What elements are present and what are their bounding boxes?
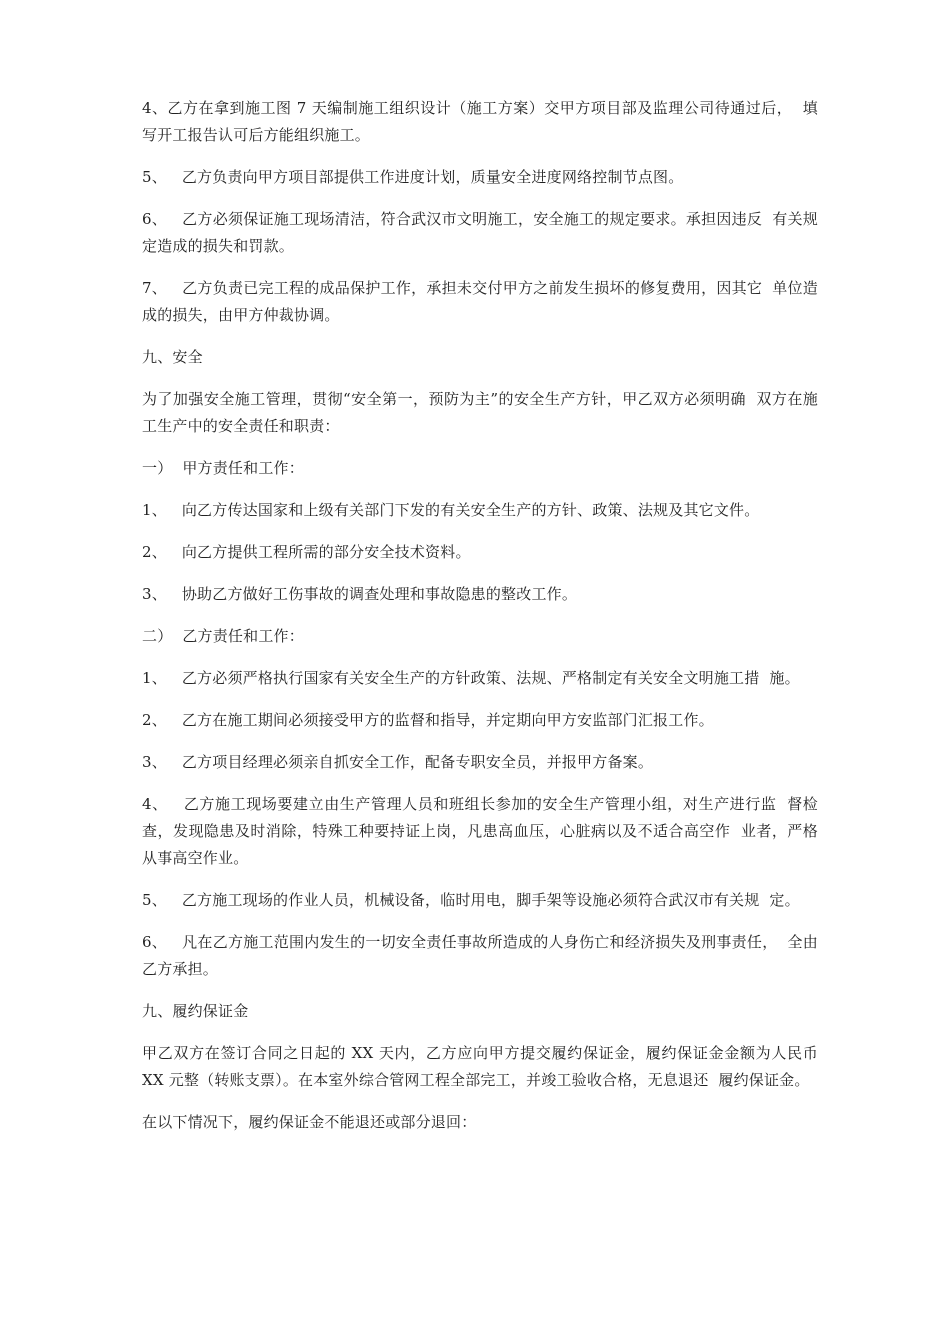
party-b-item-3: 3、 乙方项目经理必须亲自抓安全工作，配备专职安全员，并报甲方备案。 (142, 753, 654, 771)
paragraph-site-cleanliness: 6、 乙方必须保证施工现场清洁，符合武汉市文明施工，安全施工的规定要求。承担因违反 有关规定造成的损失和罚款。 (142, 210, 818, 255)
paragraph-safety-intro: 为了加强安全施工管理，贯彻“安全第一，预防为主”的安全生产方针，甲乙双方必须明确 双方在施工生产中的安全责任和职责： (142, 390, 818, 435)
party-b-item-5: 5、 乙方施工现场的作业人员，机械设备，临时用电，脚手架等设施必须符合武汉市有关规 定。 (142, 891, 800, 909)
paragraph-bond-conditions: 在以下情况下，履约保证金不能退还或部分退回： (142, 1113, 477, 1131)
paragraph-construction-plan: 4、乙方在拿到施工图 7 天编制施工组织设计（施工方案）交甲方项目部及监理公司待通过后， 填写开工报告认可后方能组织施工。 (142, 99, 818, 144)
party-b-item-6: 6、 凡在乙方施工范围内发生的一切安全责任事故所造成的人身伤亡和经济损失及刑事责任， 全由乙方承担。 (142, 933, 818, 978)
paragraph-progress-plan: 5、 乙方负责向甲方项目部提供工作进度计划，质量安全进度网络控制节点图。 (142, 168, 684, 186)
paragraph-performance-bond: 甲乙双方在签订合同之日起的 XX 天内，乙方应向甲方提交履约保证金，履约保证金金额为人民币 XX 元整（转账支票）。在本室外综合管网工程全部完工，并竣工验收合格，无息退还 履约保证金。 (142, 1044, 823, 1089)
section-heading-safety: 九、安全 (142, 348, 203, 366)
party-a-item-1: 1、 向乙方传达国家和上级有关部门下发的有关安全生产的方针、政策、法规及其它文件。 (142, 501, 760, 519)
party-b-item-4: 4、 乙方施工现场要建立由生产管理人员和班组长参加的安全生产管理小组，对生产进行监 督检查，发现隐患及时消除，特殊工种要持证上岗，凡患高血压，心脏病以及不适合高空作 业者，严格从事高空作业。 (142, 795, 818, 867)
document-page (142, 95, 823, 1151)
subheading-party-a-duties: 一） 甲方责任和工作： (142, 459, 304, 477)
paragraph-product-protection: 7、 乙方负责已完工程的成品保护工作，承担未交付甲方之前发生损坏的修复费用，因其它 单位造成的损失，由甲方仲裁协调。 (142, 279, 818, 324)
party-a-item-2: 2、 向乙方提供工程所需的部分安全技术资料。 (142, 543, 471, 561)
section-heading-performance-bond: 九、履约保证金 (142, 1002, 249, 1020)
subheading-party-b-duties: 二） 乙方责任和工作： (142, 627, 304, 645)
party-b-item-1: 1、 乙方必须严格执行国家有关安全生产的方针政策、法规、严格制定有关安全文明施工措 施。 (142, 669, 800, 687)
party-b-item-2: 2、 乙方在施工期间必须接受甲方的监督和指导，并定期向甲方安监部门汇报工作。 (142, 711, 714, 729)
party-a-item-3: 3、 协助乙方做好工伤事故的调查处理和事故隐患的整改工作。 (142, 585, 578, 603)
